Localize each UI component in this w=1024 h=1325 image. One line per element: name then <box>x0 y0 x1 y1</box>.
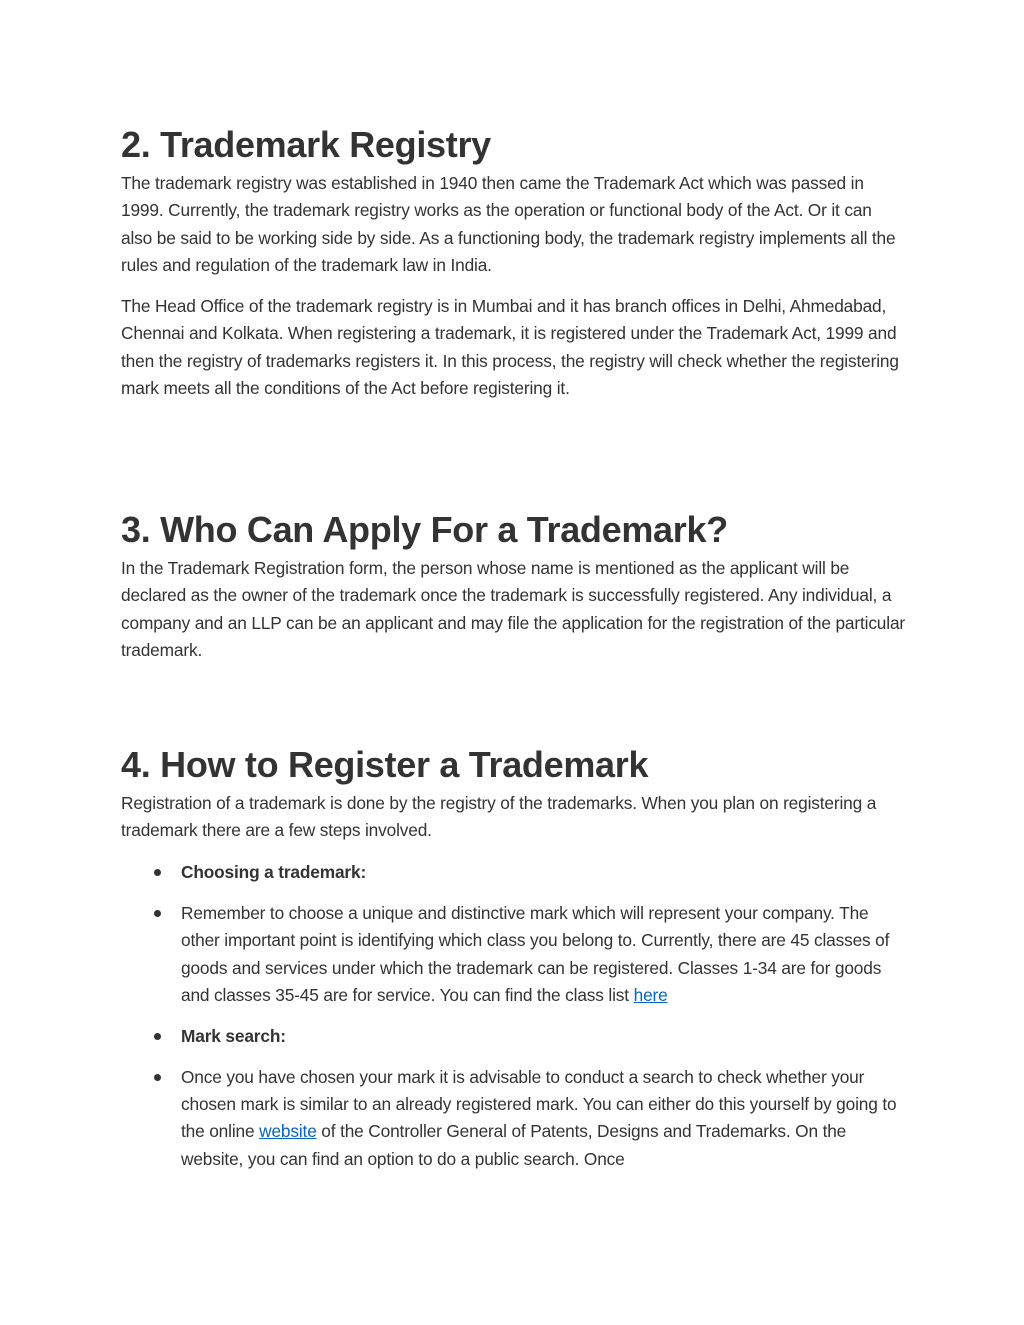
here-link[interactable]: here <box>633 984 668 1005</box>
bullet-icon <box>154 869 161 876</box>
bullet-heading-choosing-trademark: Choosing a trademark: <box>181 862 367 882</box>
section-2-paragraph-2: The Head Office of the trademark registry is in Mumbai and it has branch offices in Delhi, Ahmedabad, Chennai and Kolkata. When registering a trademark, it is registered under the Trademark Act, 1999 and then the registry of trademarks registers it. In this process, the registry will check whether the registering mark meets all the conditions of the Act before registering it. <box>121 296 899 398</box>
list-item <box>121 1023 906 1050</box>
section-4-paragraph-1: Registration of a trademark is done by the registry of the trademarks. When you plan on registering a trademark there are a few steps involved. <box>121 793 877 841</box>
website-link[interactable]: website <box>259 1121 317 1142</box>
bullet-icon <box>154 910 161 917</box>
bullet-text-search-before: Once you have chosen your mark it is advisable to conduct a search to check whether your chosen mark is similar to an already registered mark. You can either do this yourself by going to the online <box>181 1066 897 1142</box>
list-item <box>121 1064 906 1173</box>
bullet-icon <box>154 1033 161 1040</box>
section-4-heading: 4. How to Register a Trademark <box>121 744 649 785</box>
section-3-heading: 3. Who Can Apply For a Trademark? <box>121 509 728 550</box>
bullet-icon <box>154 1074 161 1081</box>
list-item <box>121 859 906 886</box>
section-2-heading: 2. Trademark Registry <box>121 124 491 165</box>
section-2-paragraph-1: The trademark registry was established in 1940 then came the Trademark Act which was passed in 1999. Currently, the trademark registry works as the operation or functional body of the Act. Or it can also be said to be working side by side. As a functioning body, the trademark registry implements all the rules and regulation of the trademark law in India. <box>121 173 896 275</box>
list-item <box>121 900 906 1009</box>
steps-bullet-list <box>121 859 906 1187</box>
bullet-text-choosing-details: Remember to choose a unique and distinctive mark which will represent your company. The other important point is identifying which class you belong to. Currently, there are 45 classes of goods and services under which the trademark can be registered. Classes 1-34 are for goods and classes 35-45 are for service. You can find the class list <box>181 902 890 1005</box>
bullet-text-search-after: of the Controller General of Patents, Designs and Trademarks. On the website, you can find an option to do a public search. Once <box>181 1121 847 1169</box>
bullet-heading-mark-search: Mark search: <box>181 1025 286 1046</box>
section-3-paragraph-1: In the Trademark Registration form, the person whose name is mentioned as the applicant will be declared as the owner of the trademark once the trademark is successfully registered. Any individual, a company and an LLP can be an applicant and may file the application for the registration of the particular trademark. <box>121 558 906 660</box>
